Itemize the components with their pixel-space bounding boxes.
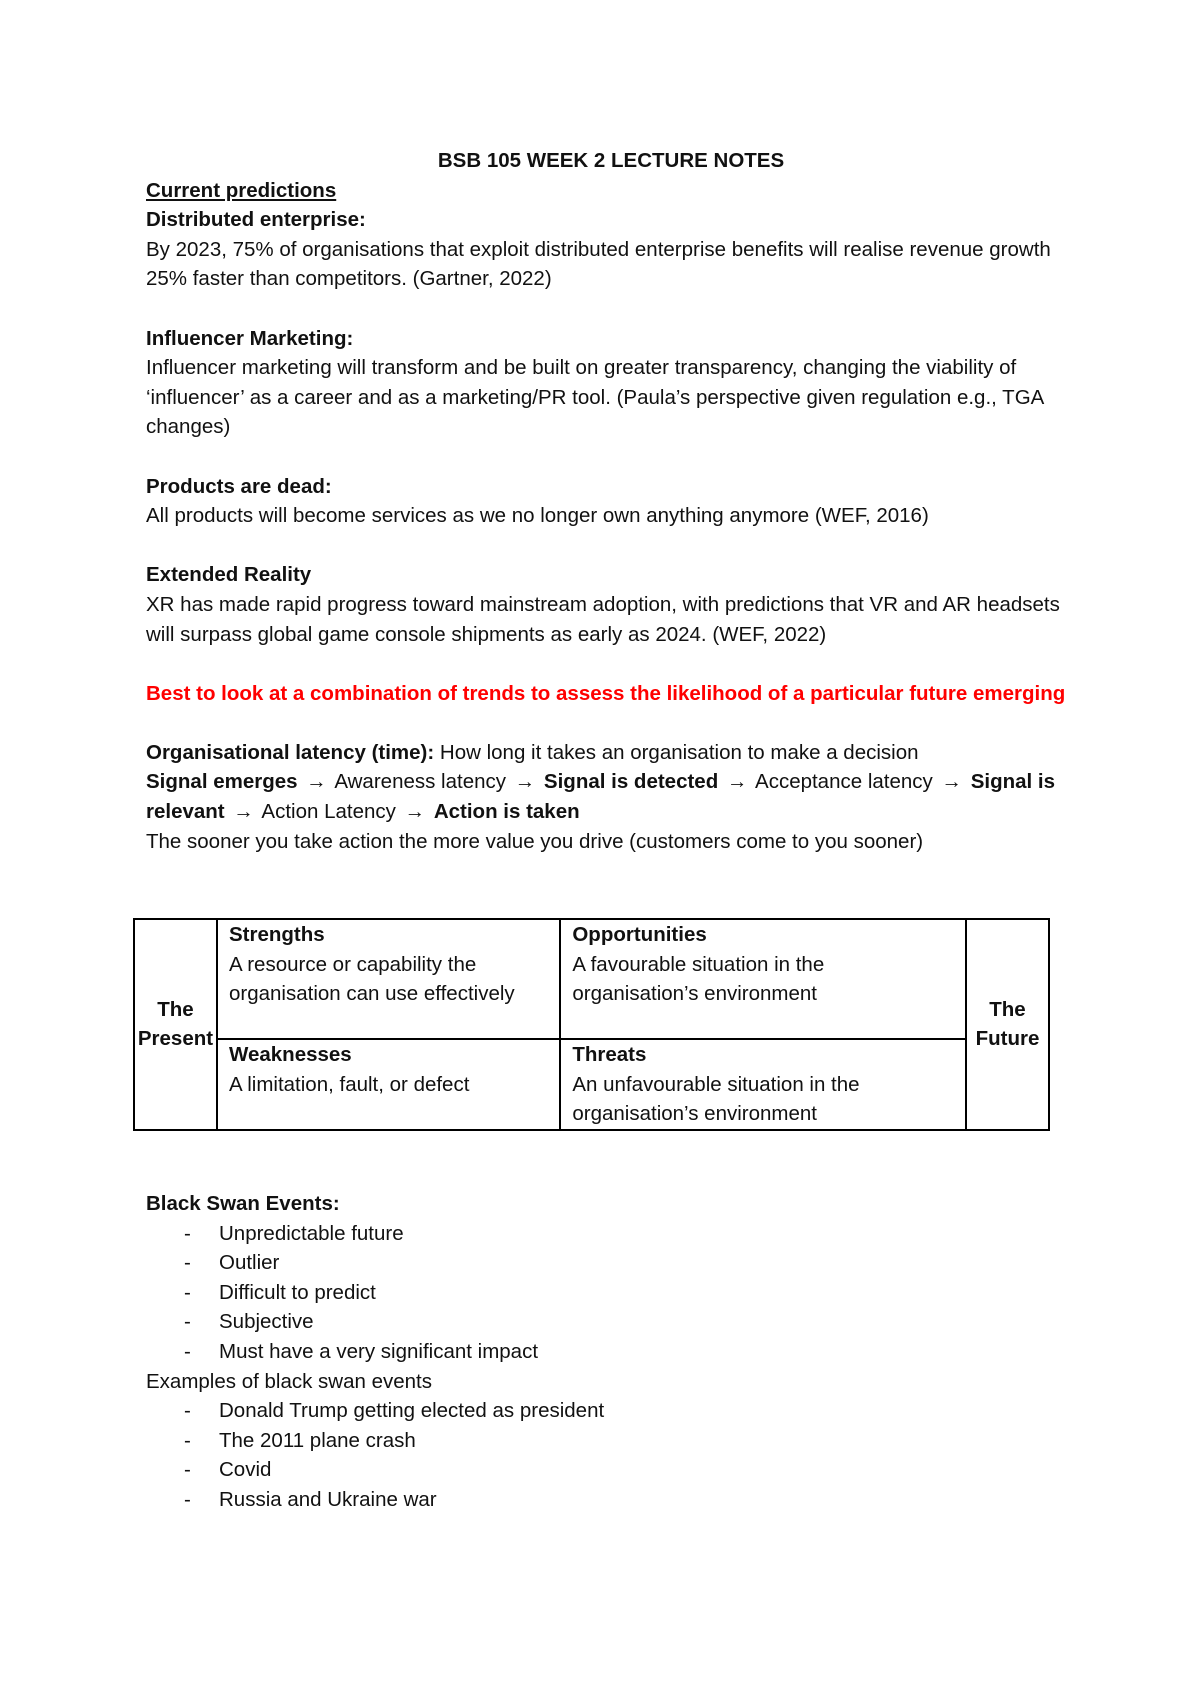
prediction-heading: Extended Reality	[146, 563, 312, 587]
list-item	[146, 1455, 1076, 1485]
list-item	[146, 1337, 1076, 1367]
swot-threats-title: Threats	[572, 1043, 647, 1066]
chain-awareness-latency: Awareness latency	[334, 770, 507, 794]
latency-definition-line	[146, 738, 1076, 768]
prediction-heading: Influencer Marketing:	[146, 326, 354, 350]
chain-action-taken: Action is taken	[433, 800, 580, 824]
list-item-text: Covid	[219, 1458, 272, 1482]
dash-bullet-icon: -	[184, 1339, 191, 1363]
spacer	[146, 531, 1076, 561]
arrow-right-icon: →	[233, 800, 254, 824]
list-item-text: Subjective	[219, 1310, 314, 1334]
swot-weaknesses-cell	[217, 1039, 560, 1130]
spacer	[146, 649, 1076, 679]
prediction-body: Influencer marketing will transform and be built on greater transparency, changing the viability of ‘influencer’ as a career and as a marketing/PR tool. (Paula’s perspective given regulation e.g., TGA changes)	[146, 356, 1044, 439]
arrow-right-icon: →	[514, 770, 536, 794]
dash-bullet-icon: -	[184, 1251, 191, 1275]
list-item-text: Russia and Ukraine war	[219, 1487, 437, 1511]
swot-table	[133, 918, 1050, 1131]
prediction-body: By 2023, 75% of organisations that exploit distributed enterprise benefits will realise revenue growth 25% faster than competitors. (Gartner, 2022)	[146, 237, 1051, 291]
dash-bullet-icon: -	[184, 1487, 191, 1511]
swot-row-top	[134, 919, 1049, 1039]
document-title: BSB 105 WEEK 2 LECTURE NOTES	[437, 149, 785, 172]
swot-strengths-text: A resource or capability the organisation can use effectively	[228, 952, 515, 1006]
examples-heading: Examples of black swan events	[146, 1369, 432, 1393]
latency-conclusion: The sooner you take action the more value you drive (customers come to you sooner)	[146, 829, 924, 853]
spacer	[146, 442, 1076, 472]
chain-signal-detected: Signal is detected	[543, 770, 719, 794]
list-item	[146, 1278, 1076, 1308]
highlight-note: Best to look at a combination of trends to assess the likelihood of a particular future emerging	[146, 681, 1066, 705]
list-item-text: Must have a very significant impact	[219, 1339, 539, 1363]
chain-signal-emerges: Signal emerges	[146, 770, 298, 794]
swot-row-bottom	[134, 1039, 1049, 1130]
chain-signal-relevant: Signal is relevant	[146, 770, 1056, 824]
list-item-text: The 2011 plane crash	[219, 1428, 416, 1452]
black-swan-heading: Black Swan Events:	[146, 1192, 340, 1215]
chain-acceptance-latency: Acceptance latency	[755, 770, 933, 794]
swot-opportunities-text: A favourable situation in the organisation’s environment	[572, 952, 825, 1006]
swot-future-cell: The Future	[966, 919, 1049, 1130]
dash-bullet-icon: -	[184, 1399, 191, 1423]
dash-bullet-icon: -	[184, 1221, 191, 1245]
swot-opportunities-title: Opportunities	[572, 923, 707, 946]
swot-weaknesses-text: A limitation, fault, or defect	[228, 1072, 470, 1096]
prediction-heading: Distributed enterprise:	[146, 208, 366, 232]
arrow-right-icon: →	[306, 770, 327, 794]
swot-threats-cell	[560, 1039, 966, 1130]
notes-body	[146, 146, 1076, 856]
list-item	[146, 1307, 1076, 1337]
arrow-right-icon: →	[941, 770, 962, 794]
latency-definition: How long it takes an organisation to make a decision	[434, 740, 919, 764]
prediction-heading: Products are dead:	[146, 474, 332, 498]
prediction-body: All products will become services as we no longer own anything anymore (WEF, 2016)	[146, 504, 929, 528]
list-item	[146, 1219, 1076, 1249]
arrow-right-icon: →	[404, 800, 426, 824]
list-item-text: Difficult to predict	[219, 1280, 376, 1304]
swot-present-cell: The Present	[134, 919, 217, 1130]
list-item	[146, 1426, 1076, 1456]
black-swan-section	[146, 1189, 1076, 1515]
spacer	[146, 708, 1076, 738]
black-swan-examples-list	[146, 1396, 1076, 1514]
black-swan-traits-list	[146, 1219, 1076, 1367]
swot-strengths-title: Strengths	[228, 923, 325, 946]
dash-bullet-icon: -	[184, 1458, 191, 1482]
latency-chain	[146, 767, 1076, 826]
chain-action-latency: Action Latency	[261, 800, 396, 824]
list-item	[146, 1248, 1076, 1278]
swot-strengths-cell	[217, 919, 560, 1039]
list-item-text: Unpredictable future	[219, 1221, 404, 1245]
swot-opportunities-cell	[560, 919, 966, 1039]
dash-bullet-icon: -	[184, 1428, 191, 1452]
section-heading: Current predictions	[146, 178, 337, 202]
list-item	[146, 1485, 1076, 1515]
list-item-text: Donald Trump getting elected as president	[219, 1399, 605, 1423]
arrow-right-icon: →	[726, 770, 748, 794]
swot-weaknesses-title: Weaknesses	[228, 1043, 352, 1066]
latency-label: Organisational latency (time):	[146, 740, 435, 764]
prediction-body: XR has made rapid progress toward mainstream adoption, with predictions that VR and AR headsets will surpass global game console shipments as early as 2024. (WEF, 2022)	[146, 592, 1060, 646]
dash-bullet-icon: -	[184, 1310, 191, 1334]
dash-bullet-icon: -	[184, 1280, 191, 1304]
list-item	[146, 1396, 1076, 1426]
spacer	[146, 294, 1076, 324]
list-item-text: Outlier	[219, 1251, 280, 1275]
swot-threats-text: An unfavourable situation in the organisation’s environment	[572, 1072, 860, 1126]
